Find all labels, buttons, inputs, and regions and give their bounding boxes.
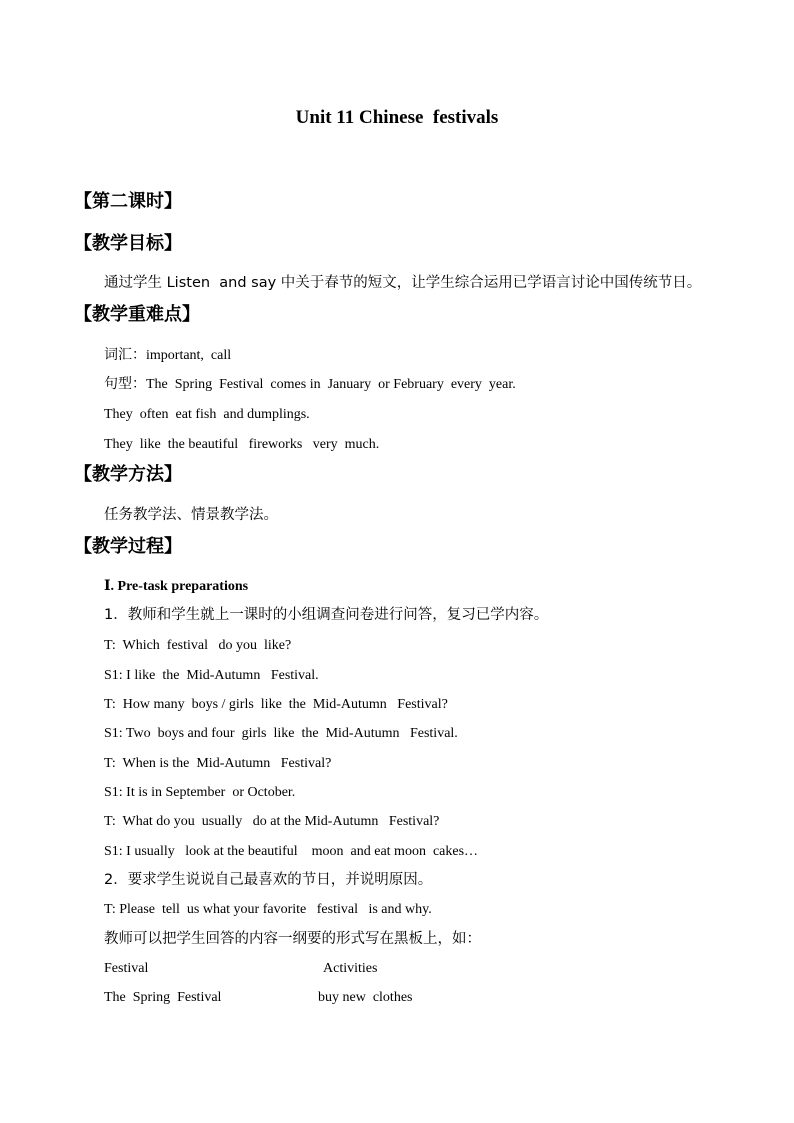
table-row-activity: buy new clothes	[318, 990, 413, 1005]
dialogue-line: T: Which festival do you like?	[104, 638, 292, 653]
board-note: 教师可以把学生回答的内容一纲要的形式写在黑板上，如：	[104, 931, 481, 947]
process-heading: 【教学过程】	[74, 536, 182, 557]
sentence-line-2: They often eat fish and dumplings.	[104, 407, 310, 422]
table-header-activities: Activities	[323, 961, 378, 976]
sentence-pattern-line: 句型：The Spring Festival comes in January or February every year.	[104, 377, 516, 392]
dialogue-line: S1: Two boys and four girls like the Mid-Autumn Festival.	[104, 726, 458, 741]
objectives-text: 通过学生 Listen and say 中关于春节的短文，让学生综合运用已学语言讨论中国传统节日。	[104, 275, 702, 291]
step1-item2: 2．要求学生说说自己最喜欢的节日，并说明原因。	[104, 872, 433, 888]
step1-title: Ⅰ. Pre-task preparations	[104, 579, 249, 594]
dialogue-line: T: How many boys / girls like the Mid-Autumn Festival?	[104, 697, 448, 712]
dialogue-line: T: What do you usually do at the Mid-Autumn Festival?	[104, 814, 440, 829]
step1-item1: 1．教师和学生就上一课时的小组调查问卷进行问答，复习已学内容。	[104, 607, 549, 623]
page-title: Unit 11 Chinese festivals	[295, 107, 499, 128]
lesson-heading: 【第二课时】	[74, 191, 182, 212]
methods-heading: 【教学方法】	[74, 464, 182, 485]
sentence-line-3: They like the beautiful fireworks very much.	[104, 437, 380, 452]
keypoints-heading: 【教学重难点】	[74, 304, 200, 325]
methods-text: 任务教学法、情景教学法。	[104, 507, 278, 523]
dialogue-line: S1: I usually look at the beautiful moon and eat moon cakes…	[104, 844, 479, 859]
objectives-heading: 【教学目标】	[74, 233, 182, 254]
prompt-line: T: Please tell us what your favorite festival is and why.	[104, 902, 432, 917]
dialogue-line: S1: It is in September or October.	[104, 785, 296, 800]
dialogue-line: T: When is the Mid-Autumn Festival?	[104, 756, 332, 771]
table-header-festival: Festival	[104, 961, 149, 976]
table-row-festival: The Spring Festival	[104, 990, 222, 1005]
vocab-line: 词汇：important, call	[104, 348, 232, 363]
dialogue-line: S1: I like the Mid-Autumn Festival.	[104, 668, 319, 683]
